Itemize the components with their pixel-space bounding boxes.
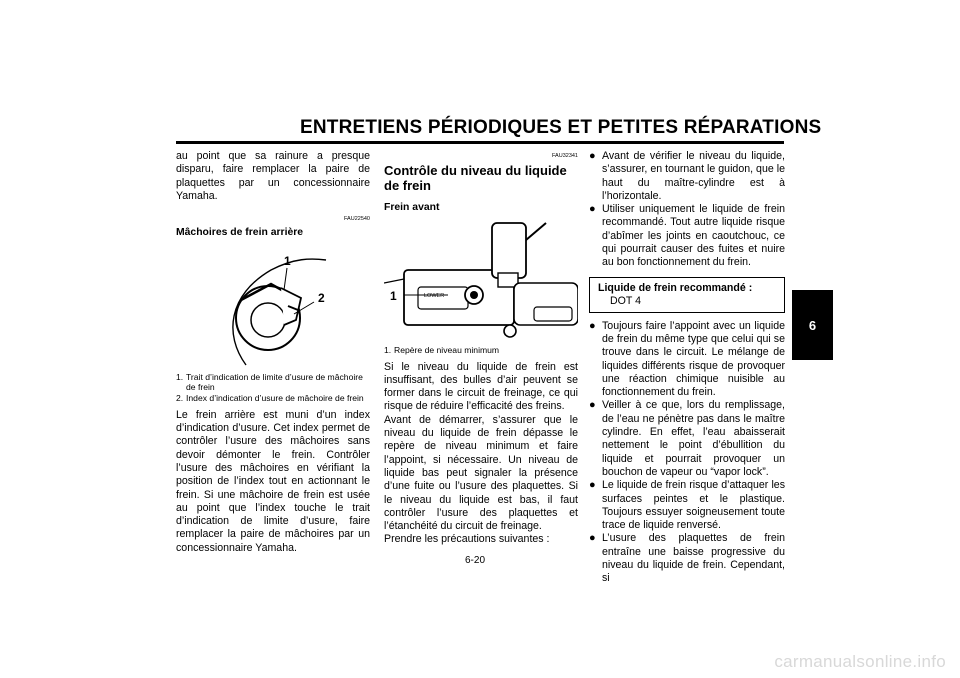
bullet-item: ● Le liquide de frein risque d’attaquer les surfaces peintes et le plastique. Toujours essuyer soigneusement toute trace de liquide renversé. [589, 479, 785, 532]
front-brake-subheading: Frein avant [384, 202, 440, 214]
brake-fluid-body-1: Si le niveau du liquide de frein est insuffisant, des bulles d’air peuvent se former dans le circuit de freinage, ce qui risque de réduire l’efficacité des freins. [384, 360, 578, 413]
left-intro: au point que sa rainure a presque disparu, faire remplacer la paire de plaquettes par un concessionnaire Yamaha. [176, 150, 370, 202]
brake-fluid-body-3: Prendre les précautions suivantes : [384, 533, 550, 546]
bullet-icon: ● [589, 319, 596, 332]
bullet-item: ● Avant de vérifier le niveau du liquide, s’assurer, en tournant le guidon, que le haut du maître-cylindre est à l’horizontale. [589, 150, 785, 202]
page-number: 6-20 [465, 555, 486, 566]
front-brake-caption [384, 345, 578, 355]
box-value: DOT 4 [610, 294, 642, 307]
figure-label-1: 1 [390, 288, 397, 303]
bullet-icon: ● [589, 150, 596, 162]
caption-item: 1. Trait d’indication de limite d’usure de mâchoire de frein [176, 371, 363, 392]
bullet-item: ● Veiller à ce que, lors du remplissage, de l’eau ne pénètre pas dans le maître cylindre. En effet, l’eau abaisserait nettement le point d’ébullition du liquide et pourrait provoquer un bouchon de vapeur ou “vapor lock”. [589, 399, 785, 478]
right-column [589, 150, 785, 586]
section-code: FAU22540 [344, 216, 370, 223]
recommended-fluid-box [589, 277, 785, 313]
rear-brake-figure [176, 240, 370, 370]
caption-item: 2. Index d’indication d’usure de mâchoire de frein [176, 392, 364, 403]
brake-fluid-heading: Contrôle du niveau du liquide de frein [384, 163, 567, 194]
bullet-icon: ● [589, 399, 596, 412]
section-code: FAU32341 [552, 153, 578, 159]
left-column [176, 150, 370, 555]
figure-label-1: 1 [284, 253, 291, 268]
rear-brake-captions [176, 372, 370, 403]
middle-column [384, 150, 578, 547]
lower-mark-text: LOWER [424, 292, 445, 299]
bullet-item: ● L’usure des plaquettes de frein entraîne une baisse progressive du niveau du liquide de frein. Cependant, si [589, 532, 785, 585]
bullet-icon: ● [589, 479, 596, 492]
rear-brake-body: Le frein arrière est muni d’un index d’indication d’usure. Cet index permet de contrôler l’usure des mâchoires sans devoir démonter le frein. Contrôler l’usure des mâchoires en vérifiant la position de l’index tout en actionnant le frein. Si une mâchoire de frein est usée au point que l’index touche le trait d’indication de limite d’usure, faire remplacer la paire de mâchoires par un concessionnaire Yamaha. [176, 408, 370, 554]
caption-item: 1. Repère de niveau minimum [384, 344, 500, 355]
bullet-item: ● Toujours faire l’appoint avec un liquide de frein du même type que celui qui se trouve dans le circuit. Le mélange de liquides différents risque de provoquer une réaction chimique nuisible au fonctionnement du frein. [589, 319, 785, 399]
bullet-item: ● Utiliser uniquement le liquide de frein recommandé. Tout autre liquide risque d’abîmer les joints en caoutchouc, ce qui pourrait causer des fuites et nuire au bon fonctionnement du frein. [589, 203, 785, 269]
watermark: carmanualsonline.info [774, 652, 946, 671]
title-rule [176, 141, 784, 144]
front-brake-figure [384, 215, 578, 345]
bullet-icon: ● [589, 532, 596, 545]
rear-brake-heading: Mâchoires de frein arrière [176, 227, 304, 239]
figure-label-2: 2 [318, 290, 325, 305]
bullet-icon: ● [589, 203, 596, 216]
box-title: Liquide de frein recommandé : [598, 281, 753, 294]
chapter-tab: 6 [792, 290, 833, 360]
page-title: ENTRETIENS PÉRIODIQUES ET PETITES RÉPARATIONS [300, 117, 822, 138]
brake-fluid-body-2: Avant de démarrer, s’assurer que le niveau du liquide de frein dépasse le repère de niveau minimum et faire l’appoint, si nécessaire. Un niveau de liquide bas peut signaler la présence d’une fuite ou l’usure des plaquettes. Si le niveau du liquide est bas, il faut contrôler l’usure des plaquettes et l’étanchéité du circuit de freinage. [384, 413, 578, 533]
